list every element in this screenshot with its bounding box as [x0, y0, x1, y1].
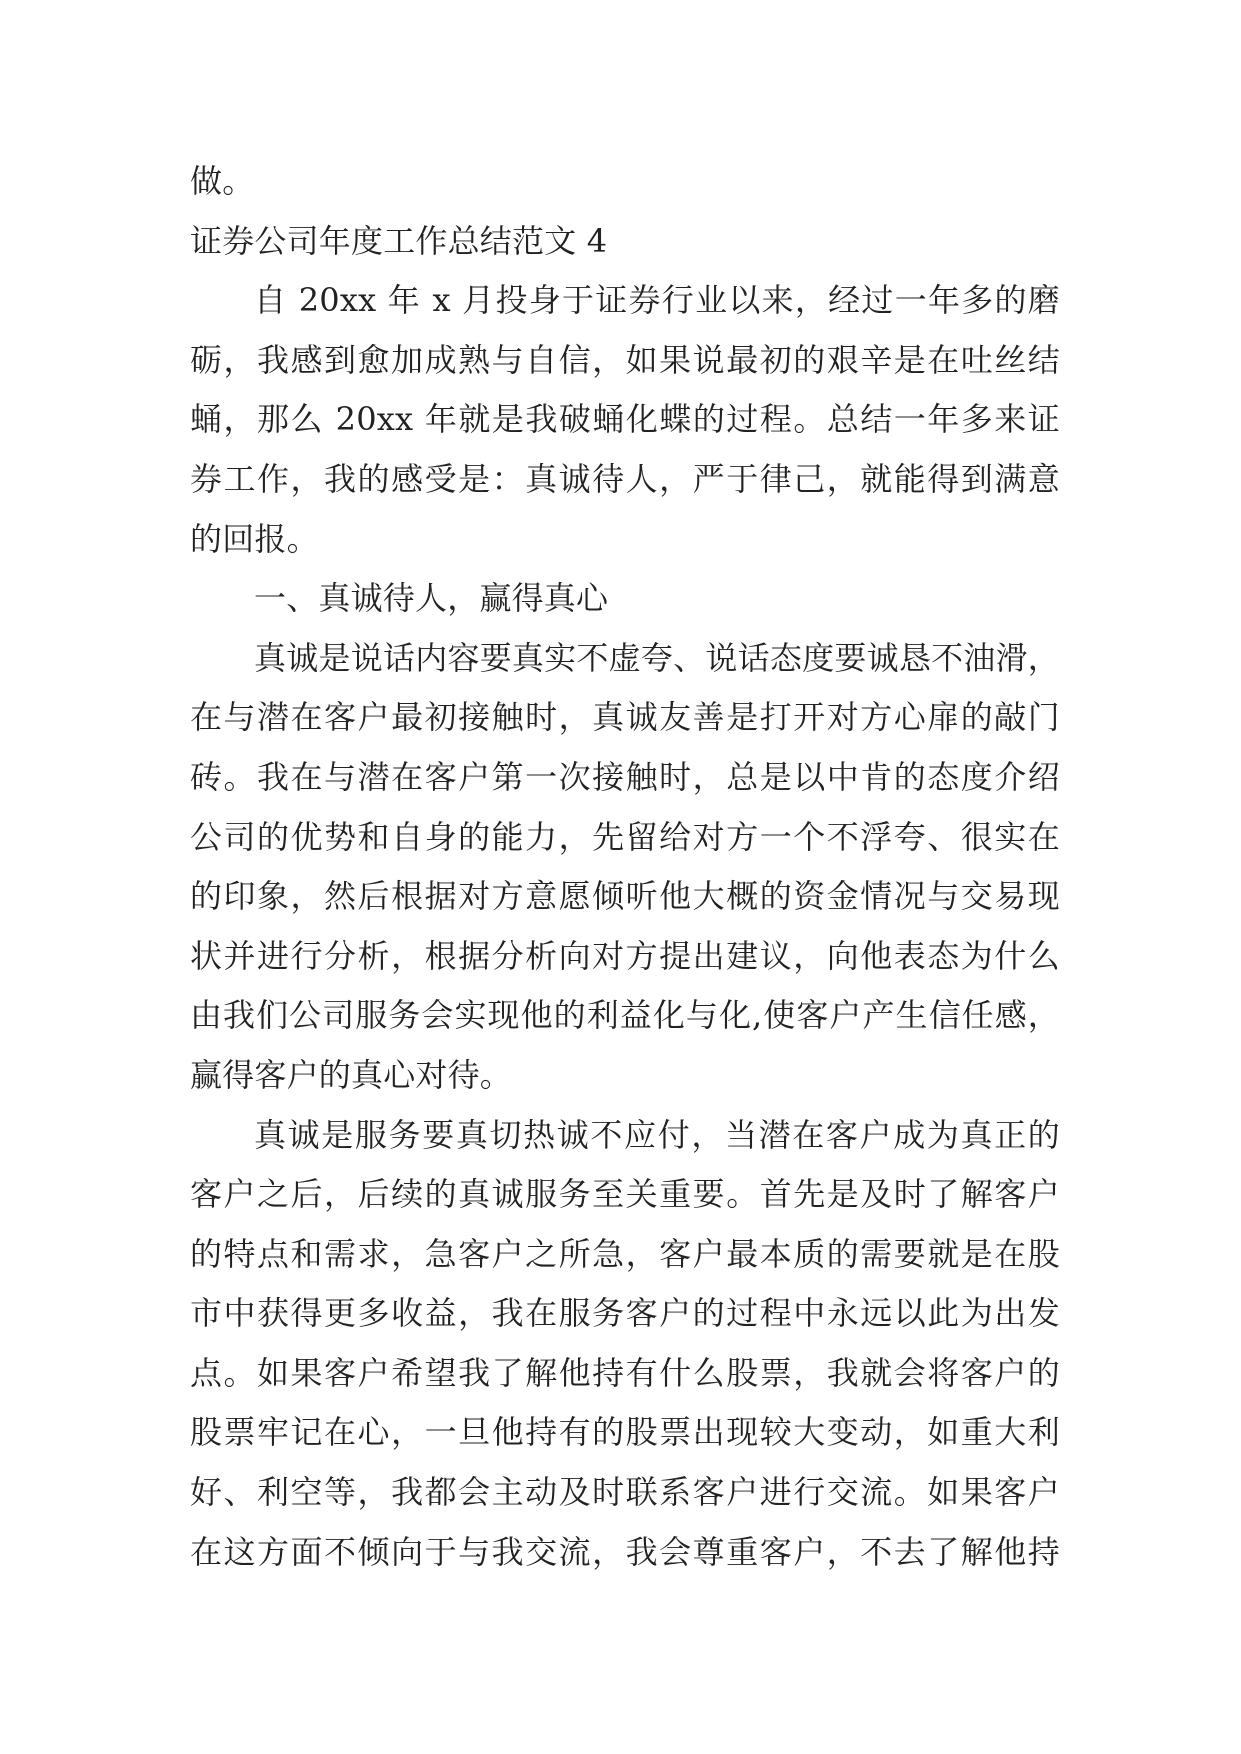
text-line: 由我们公司服务会实现他的利益化与化,使客户产生信任感，: [190, 996, 1060, 1035]
text-line: 好、利空等，我都会主动及时联系客户进行交流。如果客户: [190, 1473, 1060, 1512]
text-line: 股票牢记在心，一旦他持有的股票出现较大变动，如重大利: [190, 1413, 1060, 1452]
text-line: 真诚是服务要真切热诚不应付，当潜在客户成为真正的: [254, 1115, 1060, 1154]
subsection-heading: 一、真诚待人，赢得真心: [254, 579, 609, 618]
text-line: 赢得客户的真心对待。: [190, 1055, 513, 1094]
text-line: 自 20xx 年 x 月投身于证券行业以来，经过一年多的磨: [254, 281, 1060, 320]
text-line: 公司的优势和自身的能力，先留给对方一个不浮夸、很实在: [190, 817, 1060, 856]
text-line: 在这方面不倾向于与我交流，我会尊重客户，不去了解他持: [190, 1532, 1060, 1571]
text-line: 真诚是说话内容要真实不虚夸、说话态度要诚恳不油滑，: [254, 638, 1060, 677]
section-title: 证券公司年度工作总结范文 4: [190, 221, 608, 260]
text-line: 在与潜在客户最初接触时，真诚友善是打开对方心扉的敲门: [190, 698, 1060, 737]
document-body: [190, 152, 1060, 1582]
text-line: 蛹，那么 20xx 年就是我破蛹化蝶的过程。总结一年多来证: [190, 400, 1060, 439]
text-line: 券工作，我的感受是：真诚待人，严于律己，就能得到满意: [190, 459, 1060, 498]
text-line: 做。: [190, 162, 255, 200]
text-line: 客户之后，后续的真诚服务至关重要。首先是及时了解客户: [190, 1175, 1060, 1214]
text-line: 砺，我感到愈加成熟与自信，如果说最初的艰辛是在吐丝结: [190, 340, 1060, 379]
text-line: 砖。我在与潜在客户第一次接触时，总是以中肯的态度介绍: [190, 757, 1060, 796]
text-line: 市中获得更多收益，我在服务客户的过程中永远以此为出发: [190, 1294, 1060, 1333]
text-line: 的回报。: [190, 519, 319, 558]
text-line: 的特点和需求，急客户之所急，客户最本质的需要就是在股: [190, 1234, 1060, 1273]
text-line: 点。如果客户希望我了解他持有什么股票，我就会将客户的: [190, 1353, 1060, 1392]
text-line: 的印象，然后根据对方意愿倾听他大概的资金情况与交易现: [190, 877, 1060, 916]
text-line: 状并进行分析，根据分析向对方提出建议，向他表态为什么: [190, 936, 1060, 975]
